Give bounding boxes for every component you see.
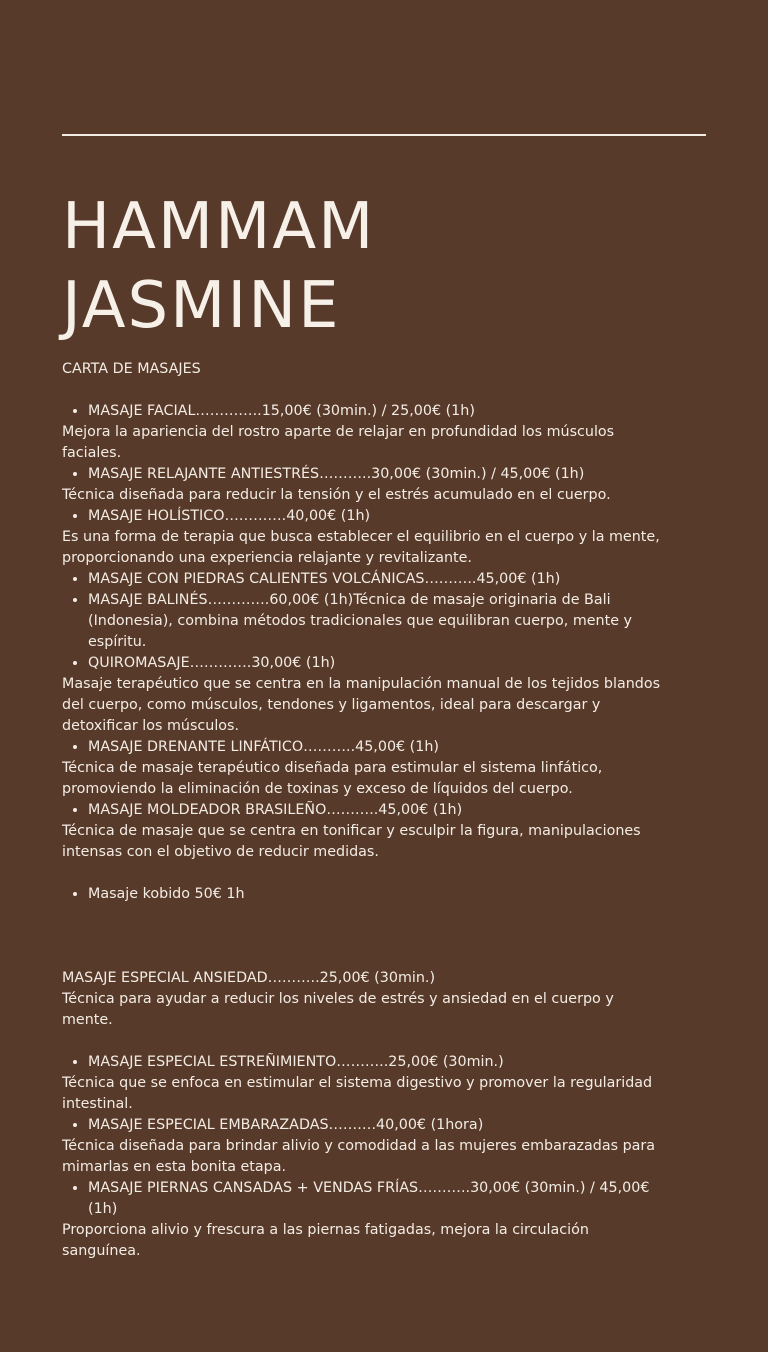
special-heading: MASAJE ESPECIAL ANSIEDAD………..25,00€ (30min.) — [62, 970, 436, 986]
item-description: Técnica que se enfoca en estimular el sistema digestivo y promover la regularidad intestinal. — [62, 1075, 653, 1112]
list-item: • MASAJE MOLDEADOR BRASILEÑO………..45,00€ (1h) — [88, 800, 662, 821]
list-item: • MASAJE PIERNAS CANSADAS + VENDAS FRÍAS………..30,00€ (30min.) / 45,00€ (1h) — [88, 1178, 662, 1220]
item-list — [62, 464, 662, 485]
item-list — [62, 506, 662, 527]
item-list — [62, 1115, 662, 1136]
list-item: • MASAJE ESPECIAL EMBARAZADAS……….40,00€ (1hora) — [88, 1115, 662, 1136]
item-list — [62, 401, 662, 422]
menu-subtitle: CARTA DE MASAJES — [62, 361, 201, 377]
list-item: • MASAJE BALINÉS………….60,00€ (1h)Técnica de masaje originaria de Bali (Indonesia), combina métodos tradicionales que equilibran cuerpo, mente y espíritu. — [88, 590, 662, 653]
item-description: Mejora la apariencia del rostro aparte de relajar en profundidad los músculos faciales. — [62, 424, 615, 461]
title-line-2: JASMINE — [62, 269, 341, 343]
list-item: • MASAJE DRENANTE LINFÁTICO………..45,00€ (1h) — [88, 737, 662, 758]
list-item: • MASAJE CON PIEDRAS CALIENTES VOLCÁNICAS………..45,00€ (1h) — [88, 569, 662, 590]
list-item: • QUIROMASAJE………….30,00€ (1h) — [88, 653, 662, 674]
item-description: Es una forma de terapia que busca establecer el equilibrio en el cuerpo y la mente, proporcionando una experiencia relajante y revitalizante. — [62, 529, 660, 566]
item-description: Proporciona alivio y frescura a las piernas fatigadas, mejora la circulación sanguínea. — [62, 1222, 589, 1259]
list-item: • MASAJE HOLÍSTICO………….40,00€ (1h) — [88, 506, 662, 527]
massage-menu — [62, 359, 662, 1262]
item-list — [62, 800, 662, 821]
item-list — [62, 1178, 662, 1220]
item-list — [62, 1052, 662, 1073]
item-description: Masaje terapéutico que se centra en la manipulación manual de los tejidos blandos del cuerpo, como músculos, tendones y ligamentos, ideal para descargar y detoxificar los músculos. — [62, 676, 661, 734]
list-item: • MASAJE ESPECIAL ESTREÑIMIENTO………..25,00€ (30min.) — [88, 1052, 662, 1073]
list-item: • MASAJE RELAJANTE ANTIESTRÉS………..30,00€ (30min.) / 45,00€ (1h) — [88, 464, 662, 485]
item-description: Técnica de masaje terapéutico diseñada para estimular el sistema linfático, promoviendo la eliminación de toxinas y exceso de líquidos del cuerpo. — [62, 760, 603, 797]
special-heading-description: Técnica para ayudar a reducir los niveles de estrés y ansiedad en el cuerpo y mente. — [62, 991, 614, 1028]
item-description: Técnica de masaje que se centra en tonificar y esculpir la figura, manipulaciones intensas con el objetivo de reducir medidas. — [62, 823, 641, 860]
item-description: Técnica diseñada para reducir la tensión y el estrés acumulado en el cuerpo. — [62, 487, 611, 503]
item-list — [62, 569, 662, 674]
title-line-1: HAMMAM — [62, 190, 376, 264]
page-title — [62, 188, 375, 346]
top-divider — [62, 134, 706, 136]
list-item: • MASAJE FACIAL…………..15,00€ (30min.) / 25,00€ (1h) — [88, 401, 662, 422]
item-list — [62, 737, 662, 758]
item-list — [62, 884, 662, 905]
list-item: • Masaje kobido 50€ 1h — [88, 884, 662, 905]
item-description: Técnica diseñada para brindar alivio y comodidad a las mujeres embarazadas para mimarlas en esta bonita etapa. — [62, 1138, 656, 1175]
